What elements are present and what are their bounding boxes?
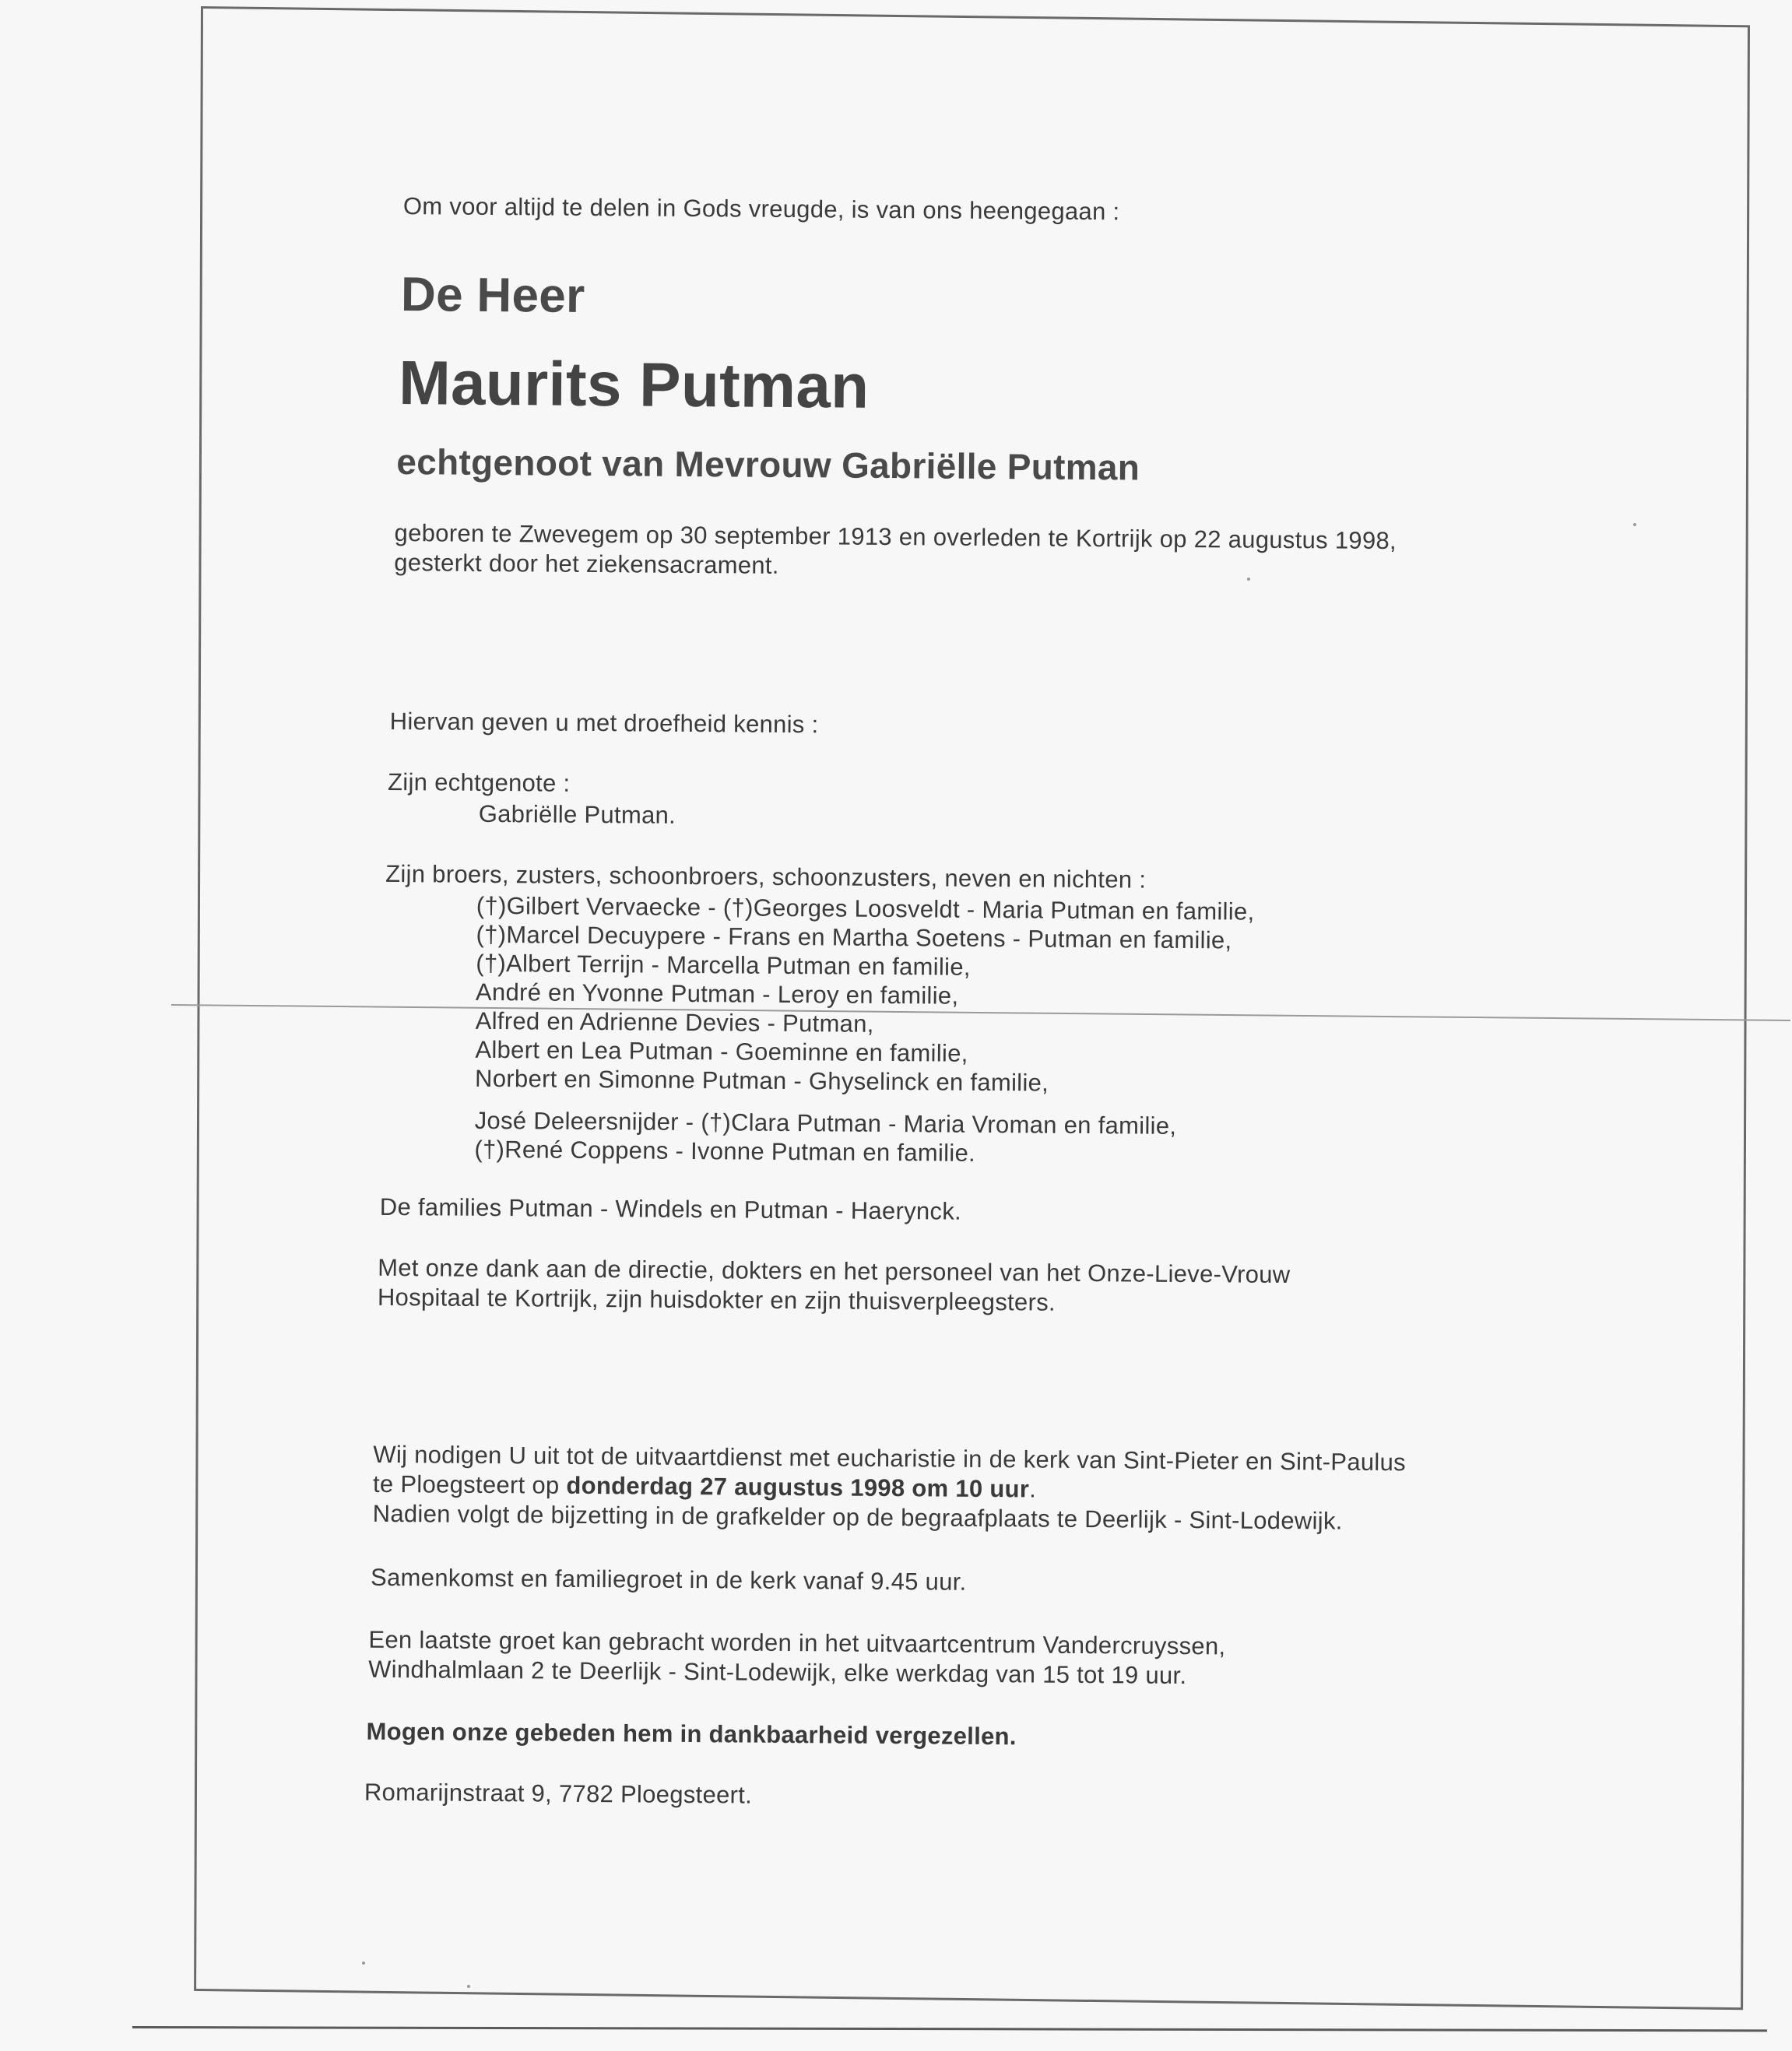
families-text: De families Putman - Windels en Putman - Haerynck.: [379, 1192, 962, 1225]
thanks-line: Met onze dank aan de directie, dokters en het personeel van het Onze-Lieve-Vrouw: [378, 1253, 1291, 1289]
address-text: Romarijnstraat 9, 7782 Ploegsteert.: [364, 1778, 753, 1809]
wife-label: Zijn echtgenote :: [387, 767, 571, 797]
funeral-line: Nadien volgt de bijzetting in de grafkelder op de begraafplaats te Deerlijk - Sint-Lodewijk.: [372, 1499, 1343, 1535]
funeral-date: donderdag 27 augustus 1998 om 10 uur: [566, 1471, 1030, 1503]
deceased-name: Maurits Putman: [398, 348, 870, 421]
family-member: (†)René Coppens - Ivonne Putman en familie.: [474, 1135, 976, 1167]
funeral-suffix: .: [1029, 1475, 1037, 1503]
family-member: Albert en Lea Putman - Goeminne en familie,: [475, 1035, 968, 1067]
birth-death-line: geboren te Zwevegem op 30 september 1913 en overleden te Kortrijk op 22 augustus 1998,: [394, 519, 1397, 555]
family-member: (†)Albert Terrijn - Marcella Putman en familie,: [476, 949, 971, 981]
funeral-date-line: [373, 1470, 1036, 1505]
funeral-prefix: te Ploegsteert op: [372, 1470, 567, 1499]
family-member: (†)Marcel Decuypere - Frans en Martha Soetens - Putman en familie,: [476, 920, 1232, 954]
intro-text: Om voor altijd te delen in Gods vreugde, is van ons heengegaan :: [402, 192, 1120, 226]
wife-name: Gabriëlle Putman.: [478, 799, 676, 829]
gathering-text: Samenkomst en familiegroet in de kerk vanaf 9.45 uur.: [370, 1563, 967, 1596]
honorific-title: De Heer: [400, 268, 585, 323]
prayer-text: Mogen onze gebeden hem in dankbaarheid vergezellen.: [366, 1717, 1017, 1751]
family-member: Norbert en Simonne Putman - Ghyselinck en familie,: [475, 1064, 1049, 1097]
birth-death-line: gesterkt door het ziekensacrament.: [394, 548, 779, 579]
visit-line: Windhalmlaan 2 te Deerlijk - Sint-Lodewijk, elke werkdag van 15 tot 19 uur.: [368, 1655, 1187, 1690]
family-member: José Deleersnijder - (†)Clara Putman - Maria Vroman en familie,: [474, 1106, 1177, 1140]
family-label: Zijn broers, zusters, schoonbroers, schoonzusters, neven en nichten :: [385, 859, 1147, 894]
spouse-line: echtgenoot van Mevrouw Gabriëlle Putman: [396, 441, 1140, 488]
thanks-line: Hospitaal te Kortrijk, zijn huisdokter en zijn thuisverpleegsters.: [377, 1283, 1056, 1316]
announce-text: Hiervan geven u met droefheid kennis :: [389, 707, 819, 739]
visit-line: Een laatste groet kan gebracht worden in het uitvaartcentrum Vandercruyssen,: [368, 1625, 1226, 1660]
funeral-line: Wij nodigen U uit tot de uitvaartdienst met eucharistie in de kerk van Sint-Pieter en Sint-Paulus: [373, 1440, 1407, 1477]
family-member: André en Yvonne Putman - Leroy en familie,: [475, 978, 959, 1010]
family-member: Alfred en Adrienne Devies - Putman,: [475, 1006, 874, 1038]
family-member: (†)Gilbert Vervaecke - (†)Georges Loosveldt - Maria Putman en familie,: [476, 891, 1255, 925]
